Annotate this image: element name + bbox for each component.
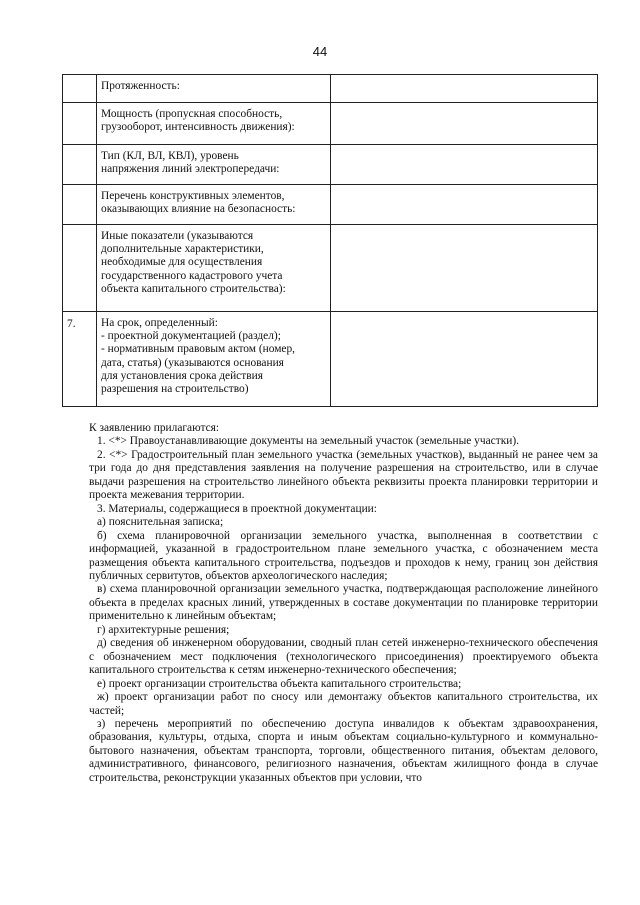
label-line: государственного кадастрового учета: [101, 269, 283, 282]
label-cell: [97, 225, 331, 312]
attachments-section: [89, 422, 598, 785]
row-number-cell: 7.: [63, 312, 97, 407]
value-input-cell[interactable]: [331, 103, 598, 145]
value-input-cell[interactable]: [331, 75, 598, 103]
label-cell: [97, 185, 331, 225]
attachment-item-3a: а) пояснительная записка;: [97, 516, 224, 529]
table-row: [63, 145, 598, 185]
label-line: Иные показатели (указываются: [101, 230, 254, 242]
label-line: дата, статья) (указываются основания: [101, 356, 284, 369]
label-line: необходимые для осуществления: [101, 256, 263, 269]
label-line: На срок, определенный:: [101, 317, 218, 329]
attachment-item-2: 2. <*> Градостроительный план земельного участка (земельных участков), выданный не ранее чем за три года до дня представления заявления на получение разрешения на строительство, или в случае выдачи разрешения на строительство линейного объекта реквизиты проекта планировки территории и проекта межевания территории.: [89, 448, 598, 502]
attachment-item-3: 3. Материалы, содержащиеся в проектной документации:: [97, 502, 377, 515]
label-line: грузооборот, интенсивность движения):: [101, 121, 295, 134]
row-number-cell: [63, 75, 97, 103]
label-line: дополнительные характеристики,: [101, 243, 264, 256]
value-input-cell[interactable]: [331, 145, 598, 185]
value-input-cell[interactable]: [331, 225, 598, 312]
label-line: - нормативным правовым актом (номер,: [101, 343, 296, 356]
form-table: [62, 74, 598, 407]
label-line: разрешения на строительство): [101, 383, 249, 396]
attachment-item-3g: г) архитектурные решения;: [97, 623, 230, 636]
label-line: объекта капитального строительства):: [101, 282, 286, 295]
attachment-item-3z: з) перечень мероприятий по обеспечению доступа инвалидов к объектам здравоохранения, образования, культуры, отдыха, спорта и иным объектам социально-культурного и коммунально-бытового назначения, объектам транспорта, торговли, общественного питания, объектам делового, административного, финансового, религиозного назначения, объектам жилищного фонда в случае строительства, реконструкции указанных объектов при условии, что: [89, 717, 598, 784]
table-row: [63, 75, 598, 103]
attachment-item-3d: д) сведения об инженерном оборудовании, сводный план сетей инженерно-технического обеспечения с обозначением мест подключения (технологического присоединения) проектируемого объекта капитального строительства к сетям инженерно-технического обеспечения;: [89, 637, 598, 677]
attachment-item-3b: б) схема планировочной организации земельного участка, выполненная в соответствии с информацией, указанной в градостроительном плане земельного участка, с обозначением места размещения объекта капитального строительства, подъездов и проходов к нему, границ зон действия публичных сервитутов, объектов археологического наследия;: [89, 529, 598, 582]
table-row: [63, 225, 598, 312]
label-cell: [97, 312, 331, 407]
page-number: 44: [312, 44, 328, 59]
label-cell: [97, 145, 331, 185]
table-row: [63, 103, 598, 145]
table-row: [63, 185, 598, 225]
label-cell: [97, 103, 331, 145]
attachments-heading: К заявлению прилагаются:: [89, 422, 220, 434]
attachment-item-3v: в) схема планировочной организации земельного участка, подтверждающая расположение линейного объекта в пределах красных линий, утвержденных в составе документации по планировке территории применительно к линейным объектам;: [89, 583, 598, 623]
label-line: напряжения линий электропередачи:: [101, 163, 280, 176]
row-number-cell: [63, 185, 97, 225]
value-input-cell[interactable]: [331, 312, 598, 407]
attachment-item-3zh: ж) проект организации работ по сносу или демонтажу объектов капитального строительства, их частей;: [89, 691, 598, 717]
label-cell: [97, 75, 331, 103]
label-line: Мощность (пропускная способность,: [101, 108, 283, 120]
label-line: для установления срока действия: [101, 369, 263, 382]
attachment-item-3e: е) проект организации строительства объекта капитального строительства;: [97, 677, 462, 690]
label-line: Тип (КЛ, ВЛ, КВЛ), уровень: [101, 150, 239, 162]
row-number-cell: [63, 145, 97, 185]
label-line: - проектной документацией (раздел);: [101, 330, 281, 343]
label-line: Протяженность:: [101, 80, 180, 92]
value-input-cell[interactable]: [331, 185, 598, 225]
row-number-cell: [63, 225, 97, 312]
table-row: [63, 312, 598, 407]
row-number-cell: [63, 103, 97, 145]
attachment-item-1: 1. <*> Правоустанавливающие документы на земельный участок (земельные участки).: [97, 435, 519, 448]
label-line: оказывающих влияние на безопасность:: [101, 203, 296, 216]
label-line: Перечень конструктивных элементов,: [101, 190, 285, 202]
